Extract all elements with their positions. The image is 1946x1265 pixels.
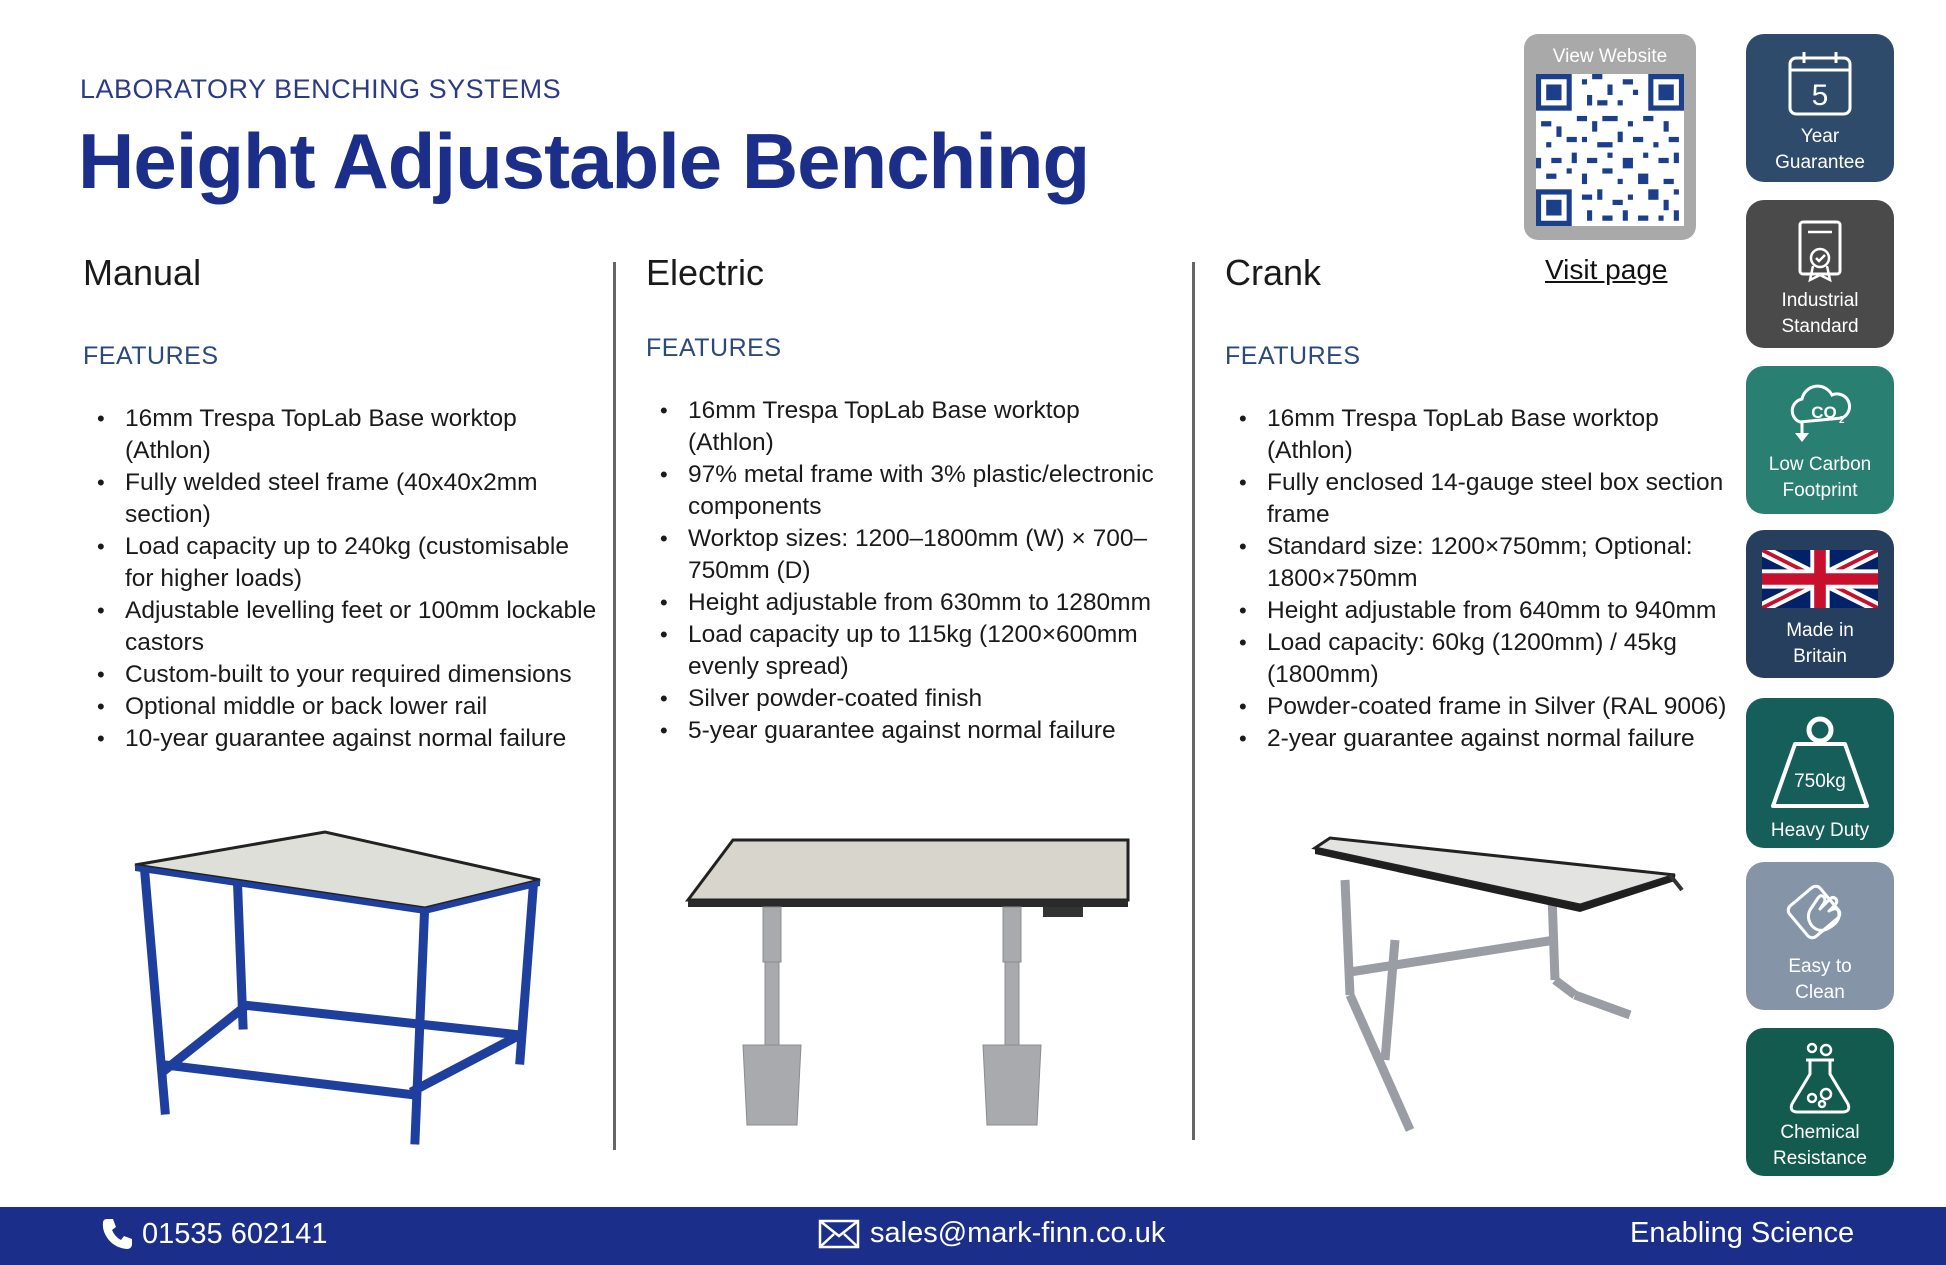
column-heading: Manual <box>83 252 202 293</box>
svg-text:CO: CO <box>1811 403 1837 422</box>
certificate-icon <box>1792 218 1848 288</box>
column-divider <box>1192 262 1195 1140</box>
svg-text:2: 2 <box>1839 415 1845 426</box>
badge-label: Guarantee <box>1775 152 1865 173</box>
badge-easy-clean <box>1746 862 1894 1010</box>
list-item: • Height adjustable from 630mm to 1280mm <box>646 587 1166 619</box>
list-item: • Load capacity up to 240kg (customisable for higher loads) <box>83 531 603 595</box>
manual-bench-image <box>125 820 550 1150</box>
badge-label: Resistance <box>1773 1148 1867 1169</box>
list-item: • Adjustable levelling feet or 100mm lockable castors <box>83 595 603 659</box>
list-item: • Load capacity up to 115kg (1200×600mm evenly spread) <box>646 619 1166 683</box>
badge-chemical <box>1746 1028 1894 1176</box>
footer-bar <box>0 1207 1946 1265</box>
features-list <box>1225 403 1730 755</box>
features-list <box>646 395 1166 747</box>
badge-label: Easy to <box>1788 956 1852 977</box>
badge-label: Made in <box>1786 620 1854 641</box>
badge-label: Year <box>1800 126 1840 147</box>
list-item: • 2-year guarantee against normal failure <box>1225 723 1730 755</box>
badge-label: Britain <box>1793 646 1847 667</box>
list-item: • 5-year guarantee against normal failure <box>646 715 1166 747</box>
list-item: • Optional middle or back lower rail <box>83 691 603 723</box>
features-label: FEATURES <box>83 342 219 370</box>
badge-label: Heavy Duty <box>1770 820 1870 841</box>
column-electric <box>646 252 1166 747</box>
wiping-hand-icon <box>1784 880 1856 946</box>
features-label: FEATURES <box>646 334 782 362</box>
qr-label: View Website <box>1552 46 1668 67</box>
eyebrow-label: LABORATORY BENCHING SYSTEMS <box>80 74 562 104</box>
calendar-icon <box>1784 48 1856 120</box>
footer-email[interactable] <box>818 1217 1165 1250</box>
features-label: FEATURES <box>1225 342 1361 370</box>
list-item: • Custom-built to your required dimensions <box>83 659 603 691</box>
weight-icon <box>1765 714 1875 814</box>
list-item: • Standard size: 1200×750mm; Optional: 1800×750mm <box>1225 531 1730 595</box>
badge-made-in-britain <box>1746 530 1894 678</box>
footer-tagline: Enabling Science <box>1630 1217 1855 1249</box>
list-item: • Powder-coated frame in Silver (RAL 9006) <box>1225 691 1730 723</box>
badge-guarantee <box>1746 34 1894 182</box>
column-heading: Electric <box>646 252 765 293</box>
qr-code-card[interactable] <box>1524 34 1696 240</box>
list-item: • Silver powder-coated finish <box>646 683 1166 715</box>
badge-label: Clean <box>1795 982 1845 1003</box>
list-item: • Fully enclosed 14-gauge steel box section frame <box>1225 467 1730 531</box>
badge-label: Low Carbon <box>1768 454 1872 475</box>
column-divider <box>613 262 616 1150</box>
envelope-icon <box>818 1219 860 1249</box>
weight-value: 750kg <box>1794 771 1846 792</box>
badge-label: Standard <box>1781 316 1859 337</box>
co2-cloud-icon <box>1784 378 1856 450</box>
features-list <box>83 403 603 755</box>
list-item: • Fully welded steel frame (40x40x2mm section) <box>83 467 603 531</box>
list-item: • 16mm Trespa TopLab Base worktop (Athlon) <box>1225 403 1730 467</box>
list-item: • 97% metal frame with 3% plastic/electronic components <box>646 459 1166 523</box>
badge-industrial <box>1746 200 1894 348</box>
crank-bench-image <box>1310 830 1690 1140</box>
badge-label: Industrial <box>1781 290 1859 311</box>
list-item: • Load capacity: 60kg (1200mm) / 45kg (1800mm) <box>1225 627 1730 691</box>
phone-icon <box>100 1217 132 1251</box>
badge-heavy-duty <box>1746 698 1894 848</box>
column-crank <box>1225 252 1730 755</box>
page-title: Height Adjustable Benching <box>78 117 1090 205</box>
list-item: • Worktop sizes: 1200–1800mm (W) × 700–750mm (D) <box>646 523 1166 587</box>
qr-code-icon <box>1536 74 1684 226</box>
badge-label: Chemical <box>1780 1122 1860 1143</box>
footer-phone[interactable] <box>100 1217 327 1251</box>
column-manual <box>83 252 603 755</box>
guarantee-years: 5 <box>1811 79 1829 112</box>
union-jack-flag-icon <box>1762 550 1878 608</box>
list-item: • 16mm Trespa TopLab Base worktop (Athlon) <box>646 395 1166 459</box>
column-heading: Crank <box>1225 252 1322 293</box>
list-item: • 10-year guarantee against normal failure <box>83 723 603 755</box>
electric-bench-image <box>683 835 1133 1135</box>
phone-number: 01535 602141 <box>142 1217 328 1250</box>
visit-page-link[interactable]: Visit page <box>1545 254 1668 285</box>
list-item: • Height adjustable from 640mm to 940mm <box>1225 595 1730 627</box>
list-item: • 16mm Trespa TopLab Base worktop (Athlon) <box>83 403 603 467</box>
badge-label: Footprint <box>1782 480 1858 501</box>
badge-low-carbon <box>1746 366 1894 514</box>
flask-icon <box>1782 1042 1858 1118</box>
email-address: sales@mark-finn.co.uk <box>870 1217 1166 1249</box>
